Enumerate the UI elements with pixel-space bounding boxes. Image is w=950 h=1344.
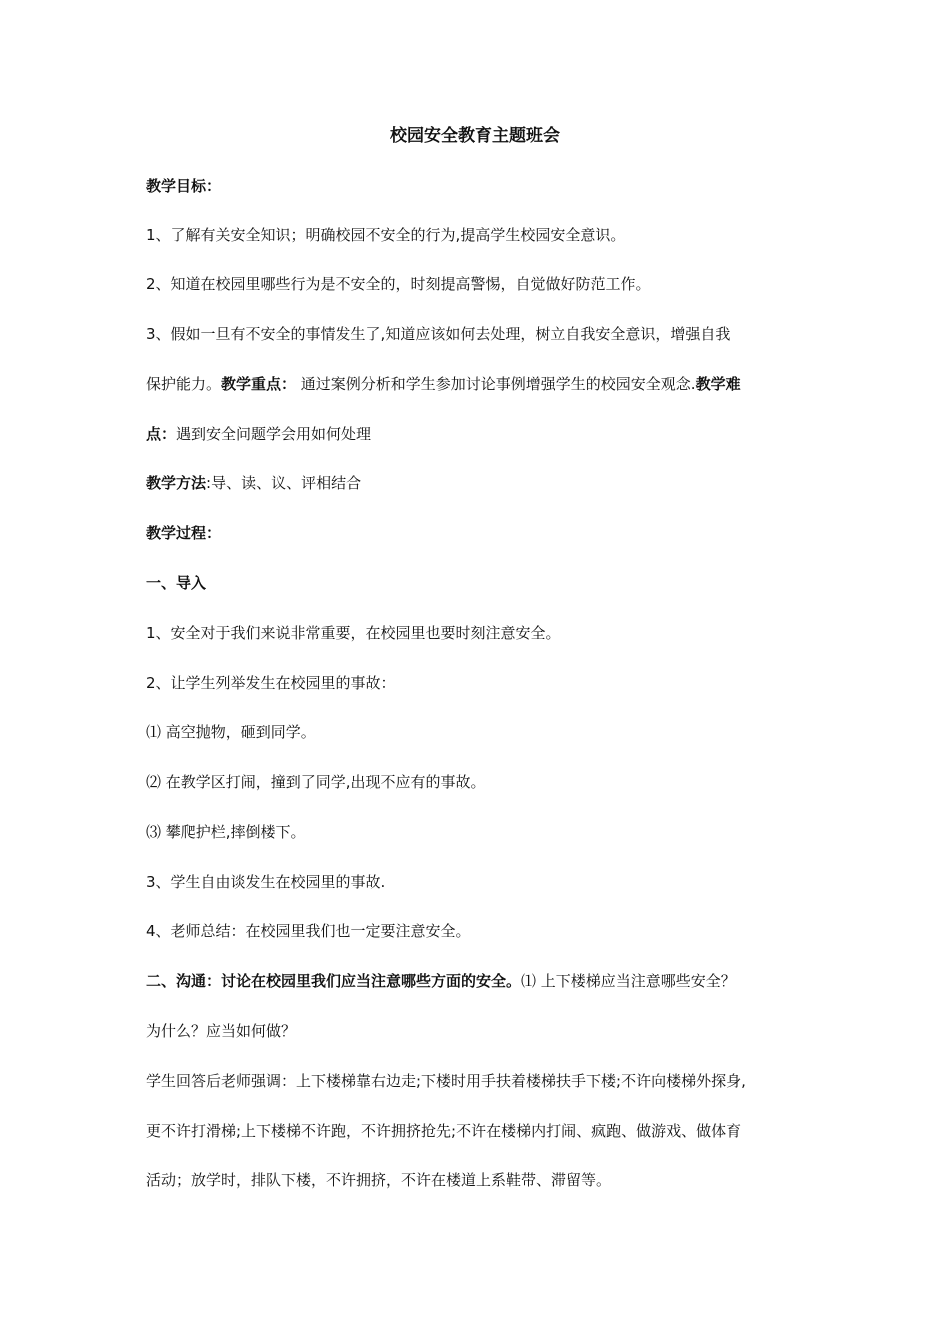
document-title: 校园安全教育主题班会	[390, 126, 560, 146]
goal-item-2: 2、知道在校园里哪些行为是不安全的，时刻提高警惕，自觉做好防范工作。	[146, 275, 651, 293]
difficulty-text: 遇到安全问题学会用如何处理	[176, 425, 372, 443]
key-point-text: 通过案例分析和学生参加讨论事例增强学生的校园安全观念.	[296, 375, 696, 393]
section-2-question-1-end: 为什么？应当如何做？	[146, 1022, 297, 1040]
section-1-item-2: 2、让学生列举发生在校园里的事故：	[146, 674, 396, 692]
section-1-item-1: 1、安全对于我们来说非常重要，在校园里也要时刻注意安全。	[146, 624, 561, 642]
goal-item-3-line-2	[146, 373, 826, 395]
section-1-sub-item-3: ⑶ 攀爬护栏,摔倒楼下。	[146, 823, 306, 841]
section-1-item-4: 4、老师总结：在校园里我们也一定要注意安全。	[146, 922, 471, 940]
section-1-sub-item-2: ⑵ 在教学区打闹，撞到了同学,出现不应有的事故。	[146, 773, 486, 791]
goal-heading: 教学目标：	[146, 177, 222, 195]
section-2-heading-line	[146, 970, 826, 992]
section-1-heading: 一、导入	[146, 574, 207, 592]
goal-item-3-line-1: 3、假如一旦有不安全的事情发生了,知道应该如何去处理，树立自我安全意识，增强自我	[146, 325, 731, 343]
goal-item-3-end: 保护能力。	[146, 375, 222, 393]
section-2-answer-line-1: 学生回答后老师强调：上下楼梯靠右边走;下楼时用手扶着楼梯扶手下楼;不许向楼梯外探身,	[146, 1072, 746, 1090]
section-1-sub-item-1: ⑴ 高空抛物，砸到同学。	[146, 723, 316, 741]
section-2-heading: 二、沟通：讨论在校园里我们应当注意哪些方面的安全。	[146, 972, 522, 990]
difficulty-label-start: 教学难	[695, 375, 741, 393]
difficulty-label-end: 点：	[146, 425, 177, 443]
difficulty-line	[146, 423, 826, 445]
section-1-item-3: 3、学生自由谈发生在校园里的事故.	[146, 873, 386, 891]
method-label: 教学方法	[146, 474, 207, 492]
section-2-answer-line-3: 活动；放学时，排队下楼，不许拥挤，不许在楼道上系鞋带、滞留等。	[146, 1171, 612, 1189]
method-line	[146, 472, 826, 494]
process-heading: 教学过程：	[146, 524, 222, 542]
method-text: :导、读、议、评相结合	[206, 474, 362, 492]
goal-item-1: 1、了解有关安全知识；明确校园不安全的行为,提高学生校园安全意识。	[146, 226, 626, 244]
key-point-label: 教学重点：	[221, 375, 297, 393]
section-2-question-1-start: ⑴ 上下楼梯应当注意哪些安全？	[521, 972, 736, 990]
section-2-answer-line-2: 更不许打滑梯;上下楼梯不许跑，不许拥挤抢先;不许在楼梯内打闹、疯跑、做游戏、做体育	[146, 1122, 742, 1140]
